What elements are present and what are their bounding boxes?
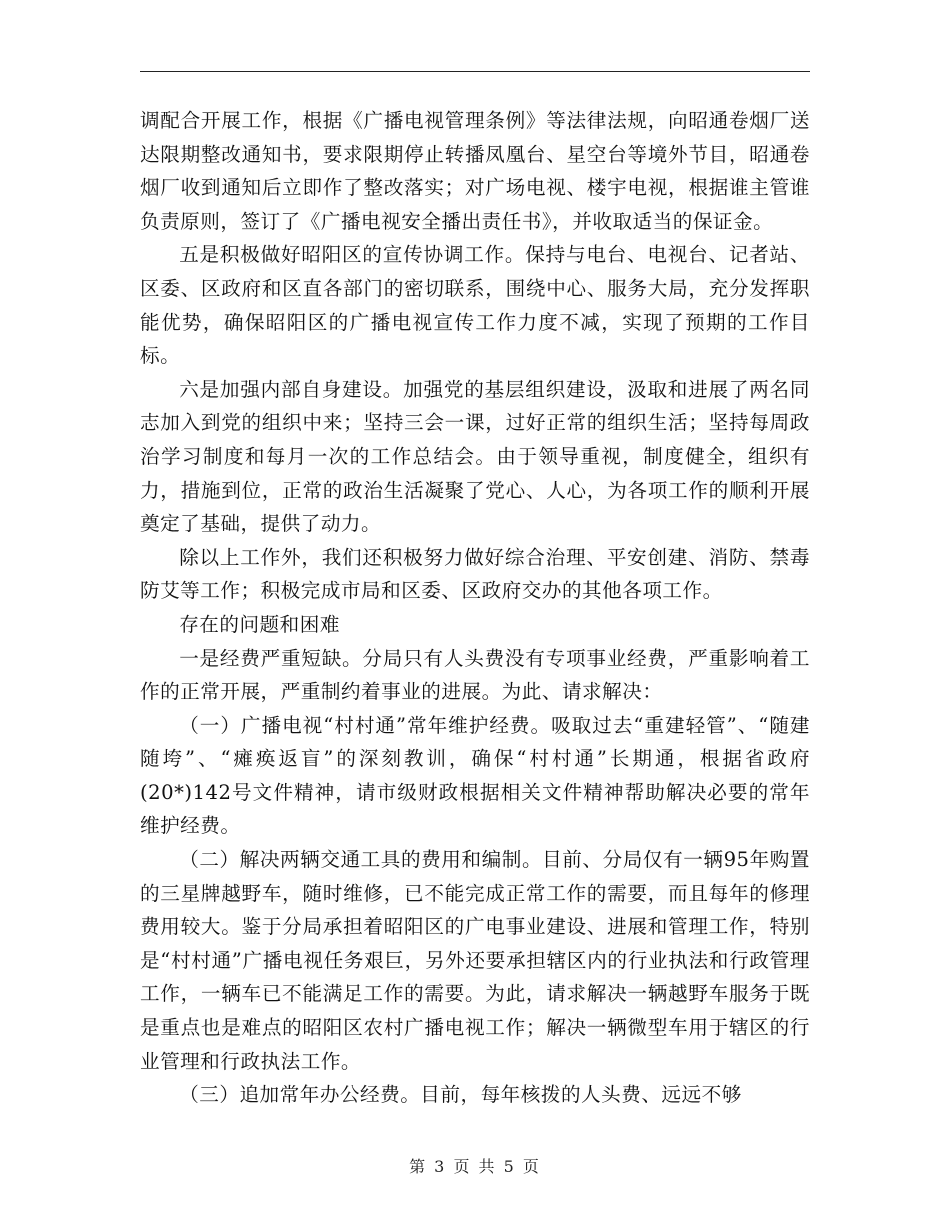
section-heading: 存在的问题和困难 <box>179 612 340 636</box>
paragraph-5: 一是经费严重短缺。分局只有人头费没有专项事业经费，严重影响着工作的正常开展，严重制约着事业的进展。为此、请求解决： <box>140 646 810 704</box>
paragraph-1: 调配合开展工作，根据《广播电视管理条例》等法律法规，向昭通卷烟厂送达限期整改通知书，要求限期停止转播凤凰台、星空台等境外节目，昭通卷烟厂收到通知后立即作了整改落实；对广场电视、楼宇电视，根据谁主管谁负责原则，签订了《广播电视安全播出责任书》，并收取适当的保证金。 <box>140 109 810 233</box>
header-rule <box>140 71 810 72</box>
paragraph-4: 除以上工作外，我们还积极努力做好综合治理、平安创建、消防、禁毒防艾等工作；积极完成市局和区委、区政府交办的其他各项工作。 <box>140 545 810 603</box>
page-number-footer: 第 3 页 共 5 页 <box>409 1157 541 1176</box>
paragraph-6: （一）广播电视“村村通”常年维护经费。吸取过去“重建轻管”、“随建随垮”、“瘫痪返盲”的深刻教训，确保“村村通”长期通，根据省政府(20*)142号文件精神，请市级财政根据相关文件精神帮助解决必要的常年维护经费。 <box>140 713 810 838</box>
paragraph-2: 五是积极做好昭阳区的宣传协调工作。保持与电台、电视台、记者站、区委、区政府和区直各部门的密切联系，围绕中心、服务大局，充分发挥职能优势，确保昭阳区的广播电视宣传工作力度不减，实现了预期的工作目标。 <box>140 243 810 368</box>
paragraph-7: （二）解决两辆交通工具的费用和编制。目前、分局仅有一辆95年购置的三星牌越野车，随时维修，已不能完成正常工作的需要，而且每年的修理费用较大。鉴于分局承担着昭阳区的广电事业建设、进展和管理工作，特别是“村村通”广播电视任务艰巨，另外还要承担辖区内的行业执法和行政管理工作，一辆车已不能满足工作的需要。为此，请求解决一辆越野车服务于既是重点也是难点的昭阳区农村广播电视工作；解决一辆微型车用于辖区的行业管理和行政执法工作。 <box>140 848 810 1073</box>
paragraph-3: 六是加强内部自身建设。加强党的基层组织建设，汲取和进展了两名同志加入到党的组织中来；坚持三会一课，过好正常的组织生活；坚持每周政治学习制度和每月一次的工作总结会。由于领导重视，制度健全，组织有力，措施到位，正常的政治生活凝聚了党心、人心，为各项工作的顺利开展奠定了基础，提供了动力。 <box>140 377 810 536</box>
body-text <box>140 104 810 1112</box>
paragraph-8: （三）追加常年办公经费。目前，每年核拨的人头费、远远不够 <box>179 1083 742 1107</box>
